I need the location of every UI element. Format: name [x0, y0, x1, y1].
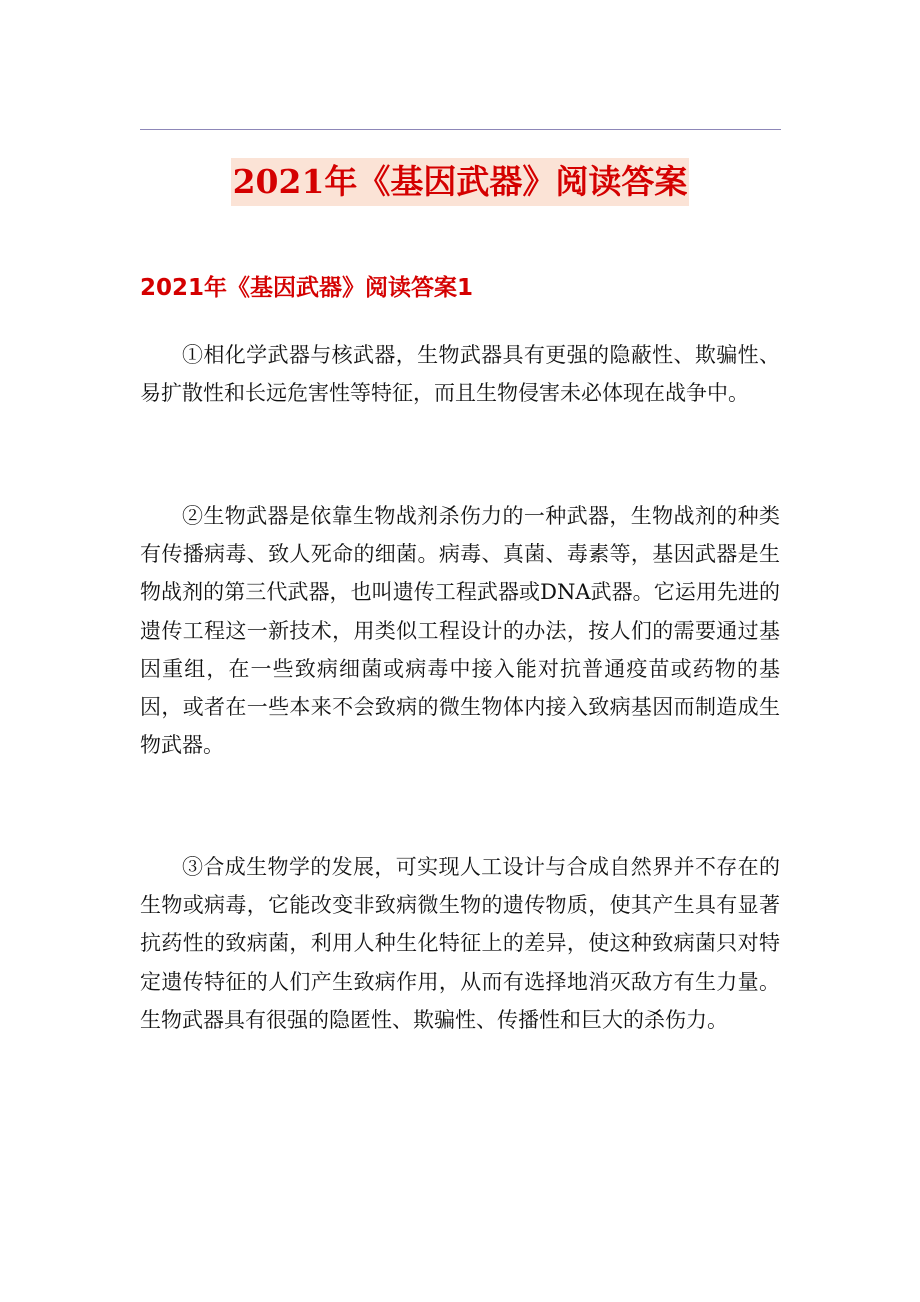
document-title-text: 2021年《基因武器》阅读答案: [231, 158, 690, 206]
paragraph-3: ③合成生物学的发展，可实现人工设计与合成自然界并不存在的生物或病毒，它能改变非致病微生物的遗传物质，使其产生具有显著抗药性的致病菌，利用人种生化特征上的差异，使这种致病菌只对特定遗传特征的人们产生致病作用，从而有选择地消灭敌方有生力量。生物武器具有很强的隐匿性、欺骗性、传播性和巨大的杀伤力。: [140, 855, 780, 1032]
paragraph-2: ②生物武器是依靠生物战剂杀伤力的一种武器，生物战剂的种类有传播病毒、致人死命的细菌。病毒、真菌、毒素等，基因武器是生物战剂的第三代武器，也叫遗传工程武器或DNA武器。它运用先进的遗传工程这一新技术，用类似工程设计的办法，按人们的需要通过基因重组，在一些致病细菌或病毒中接入能对抗普通疫苗或药物的基因，或者在一些本来不会致病的微生物体内接入致病基因而制造成生物武器。: [140, 504, 780, 758]
section-heading: 2021年《基因武器》阅读答案1: [140, 275, 474, 301]
paragraph-1: ①相化学武器与核武器，生物武器具有更强的隐蔽性、欺骗性、易扩散性和长远危害性等特征，而且生物侵害未必体现在战争中。: [140, 343, 780, 406]
document-title: [0, 158, 920, 206]
header-rule: [140, 129, 781, 130]
